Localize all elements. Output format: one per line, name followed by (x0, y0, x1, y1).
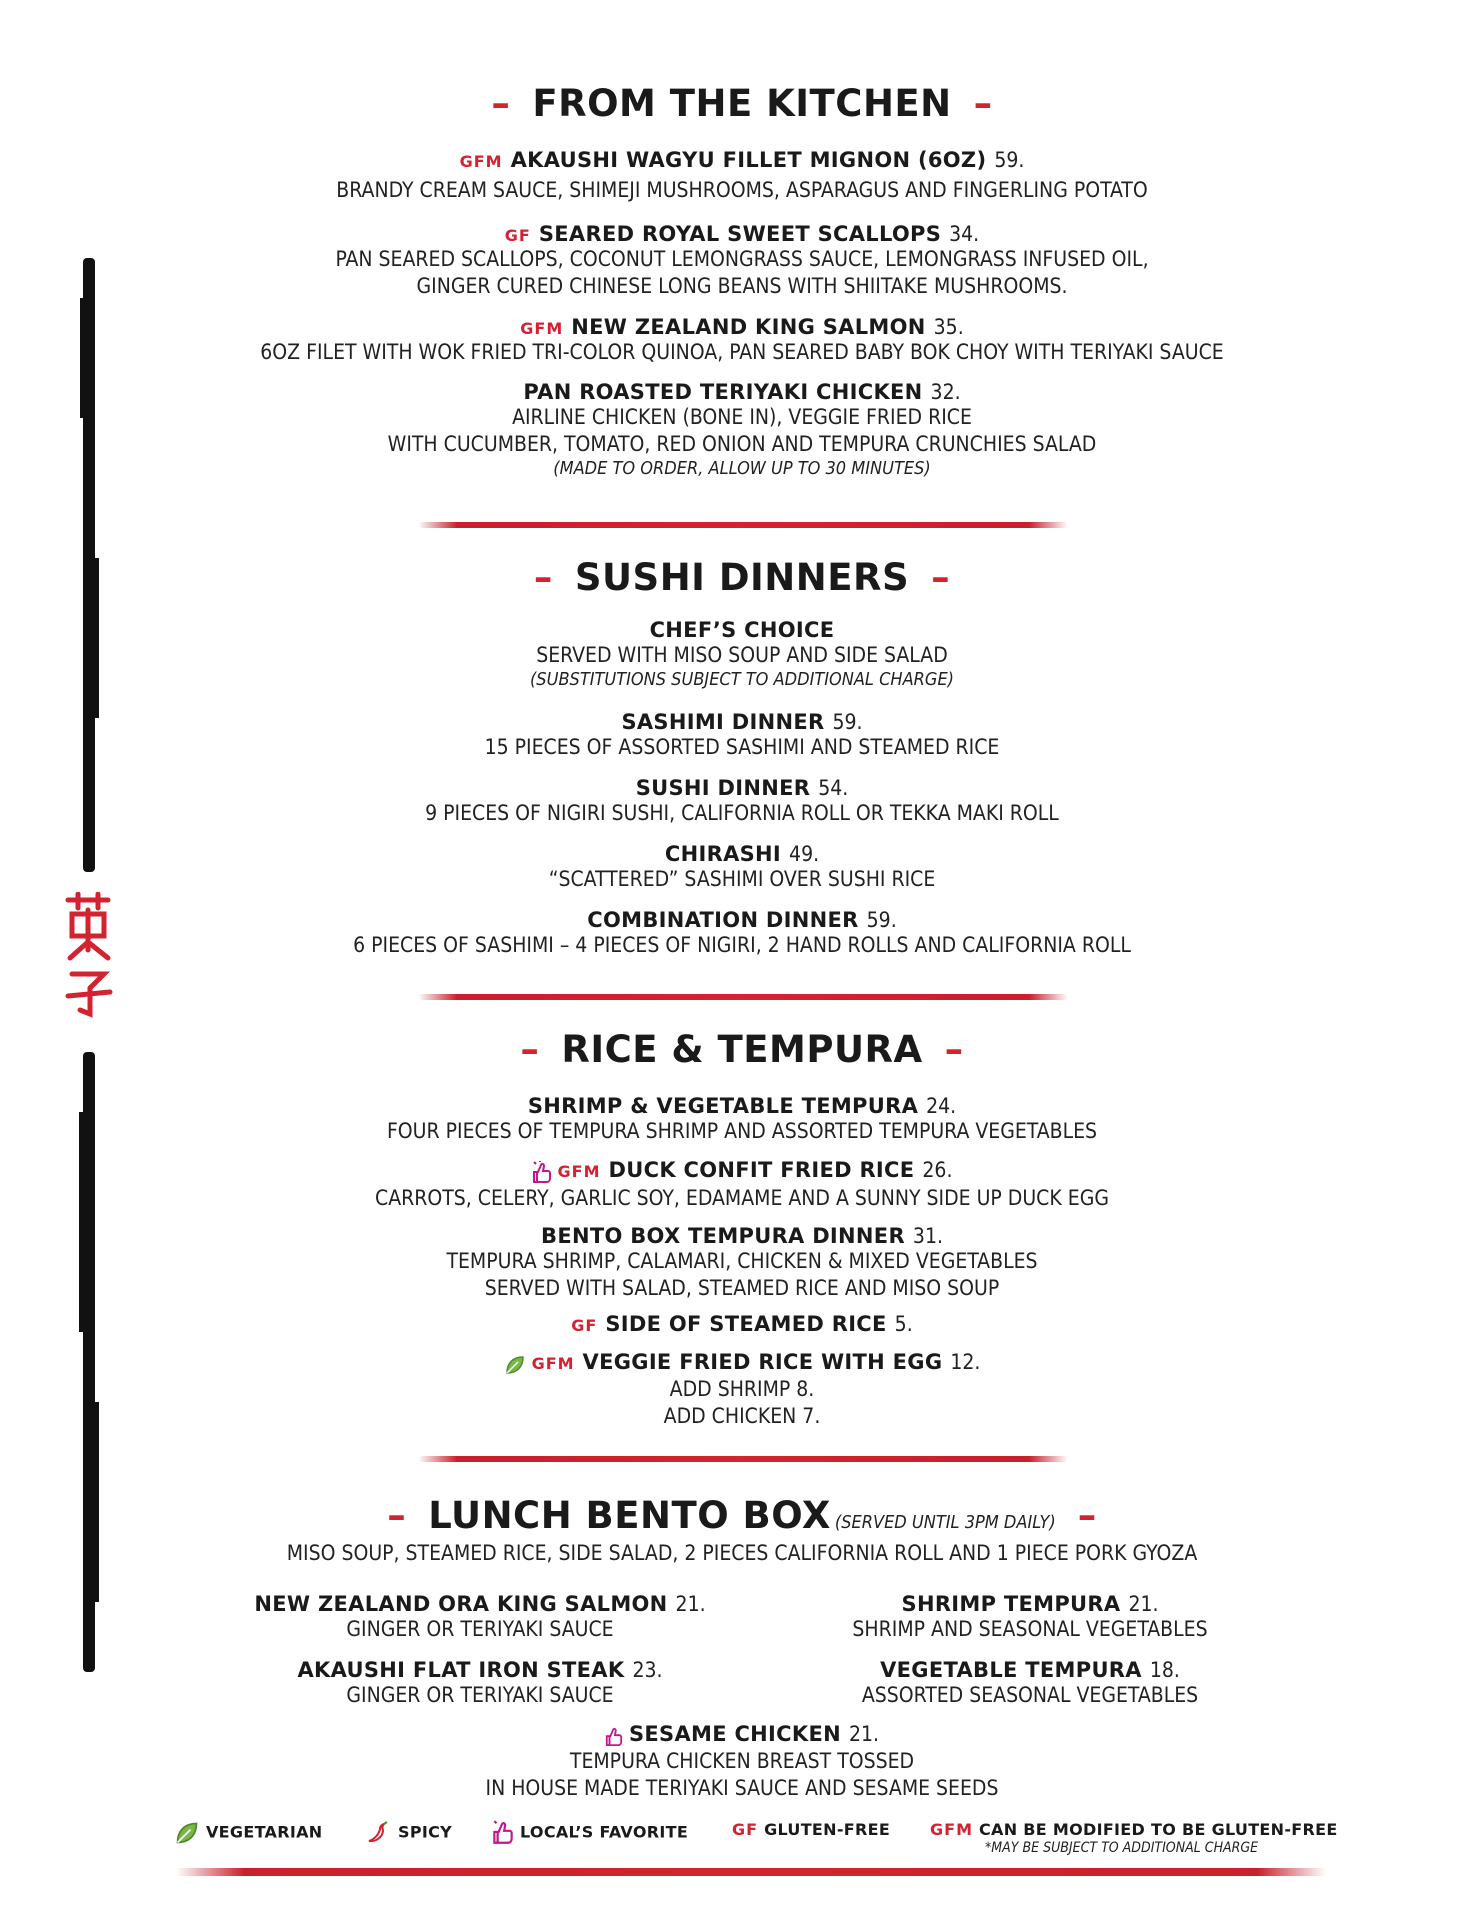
divider (418, 1456, 1068, 1462)
legend-gluten-free-modifiable: GFM CAN BE MODIFIED TO BE GLUTEN-FREE (930, 1820, 1338, 1839)
menu-item: PAN ROASTED TERIYAKI CHICKEN 32. AIRLINE CHICKEN (BONE IN), VEGGIE FRIED RICE WITH CUCUMBER, TOMATO, RED ONION AND TEMPURA CRUNCHIES SALAD (MADE TO ORDER, ALLOW UP TO 30 MINUTES) (387, 380, 1097, 479)
menu-item: GFM NEW ZEALAND KING SALMON 35. 6OZ FILET WITH WOK FRIED TRI-COLOR QUINOA, PAN SEARED BABY BOK CHOY WITH TERIYAKI SAUCE (260, 315, 1224, 364)
menu-item: GF SEARED ROYAL SWEET SCALLOPS 34. PAN SEARED SCALLOPS, COCONUT LEMONGRASS SAUCE, LEMONGRASS INFUSED OIL, GINGER CURED CHINESE LONG BEANS WITH SHIITAKE MUSHROOMS. (335, 222, 1149, 298)
legend-spicy: SPICY (366, 1820, 452, 1846)
menu-item: GFM DUCK CONFIT FRIED RICE 26. CARROTS, CELERY, GARLIC SOY, EDAMAME AND A SUNNY SIDE UP DUCK EGG (375, 1158, 1109, 1210)
section-description: MISO SOUP, STEAMED RICE, SIDE SALAD, 2 PIECES CALIFORNIA ROLL AND 1 PIECE PORK GYOZA (286, 1541, 1198, 1565)
divider (418, 994, 1068, 1000)
menu-item: GFM AKAUSHI WAGYU FILLET MIGNON (6OZ) 59. BRANDY CREAM SAUCE, SHIMEJI MUSHROOMS, ASPARAGUS AND FINGERLING POTATO (336, 148, 1148, 202)
section-title-lunch-bento: – LUNCH BENTO BOX (SERVED UNTIL 3PM DAILY) – (387, 1494, 1097, 1537)
chili-pepper-icon (366, 1820, 392, 1846)
legend-vegetarian: VEGETARIAN (174, 1820, 322, 1846)
menu-item: NEW ZEALAND ORA KING SALMON 21. GINGER OR TERIYAKI SAUCE (254, 1592, 706, 1641)
menu-item: CHEF’S CHOICE SERVED WITH MISO SOUP AND SIDE SALAD (SUBSTITUTIONS SUBJECT TO ADDITIONAL CHARGE) (529, 618, 955, 690)
menu-item: SUSHI DINNER 54. 9 PIECES OF NIGIRI SUSHI, CALIFORNIA ROLL OR TEKKA MAKI ROLL (425, 776, 1059, 825)
local-favorite-icon (532, 1161, 552, 1185)
menu-item: SHRIMP TEMPURA 21. SHRIMP AND SEASONAL VEGETABLES (852, 1592, 1208, 1641)
section-title-sushi: – SUSHI DINNERS – (533, 556, 951, 599)
section-title-rice-tempura: – RICE & TEMPURA – (520, 1028, 964, 1071)
legend-gluten-free: GF GLUTEN-FREE (732, 1820, 891, 1839)
local-favorite-icon (605, 1726, 623, 1748)
legend-note: *MAY BE SUBJECT TO ADDITIONAL CHARGE (985, 1840, 1259, 1856)
divider (418, 522, 1068, 528)
menu-item: AKAUSHI FLAT IRON STEAK 23. GINGER OR TERIYAKI SAUCE (297, 1658, 663, 1707)
vegetarian-icon (174, 1820, 200, 1846)
menu-item: VEGETABLE TEMPURA 18. ASSORTED SEASONAL VEGETABLES (861, 1658, 1199, 1707)
menu-item: CHIRASHI 49. “SCATTERED” SASHIMI OVER SUSHI RICE (548, 842, 936, 891)
menu-item: SASHIMI DINNER 59. 15 PIECES OF ASSORTED SASHIMI AND STEAMED RICE (484, 710, 1000, 759)
legend-local-favorite: LOCAL’S FAVORITE (492, 1820, 688, 1846)
menu-item: BENTO BOX TEMPURA DINNER 31. TEMPURA SHRIMP, CALAMARI, CHICKEN & MIXED VEGETABLES SERVED WITH SALAD, STEAMED RICE AND MISO SOUP (446, 1224, 1038, 1300)
local-favorite-icon (492, 1820, 514, 1846)
menu-item: SESAME CHICKEN 21. TEMPURA CHICKEN BREAST TOSSED IN HOUSE MADE TERIYAKI SAUCE AND SESAME SEEDS (485, 1722, 999, 1800)
menu-item: GF SIDE OF STEAMED RICE 5. (571, 1312, 913, 1336)
menu-item: SHRIMP & VEGETABLE TEMPURA 24. FOUR PIECES OF TEMPURA SHRIMP AND ASSORTED TEMPURA VEGETABLES (386, 1094, 1098, 1143)
vegetarian-icon (504, 1354, 526, 1376)
menu-item: COMBINATION DINNER 59. 6 PIECES OF SASHIMI – 4 PIECES OF NIGIRI, 2 HAND ROLLS AND CALIFORNIA ROLL (353, 908, 1131, 957)
section-title-kitchen: – FROM THE KITCHEN – (491, 82, 993, 125)
menu-item: GFM VEGGIE FRIED RICE WITH EGG 12. ADD SHRIMP 8. ADD CHICKEN 7. (0, 1350, 1484, 1430)
bottom-divider (176, 1868, 1326, 1876)
